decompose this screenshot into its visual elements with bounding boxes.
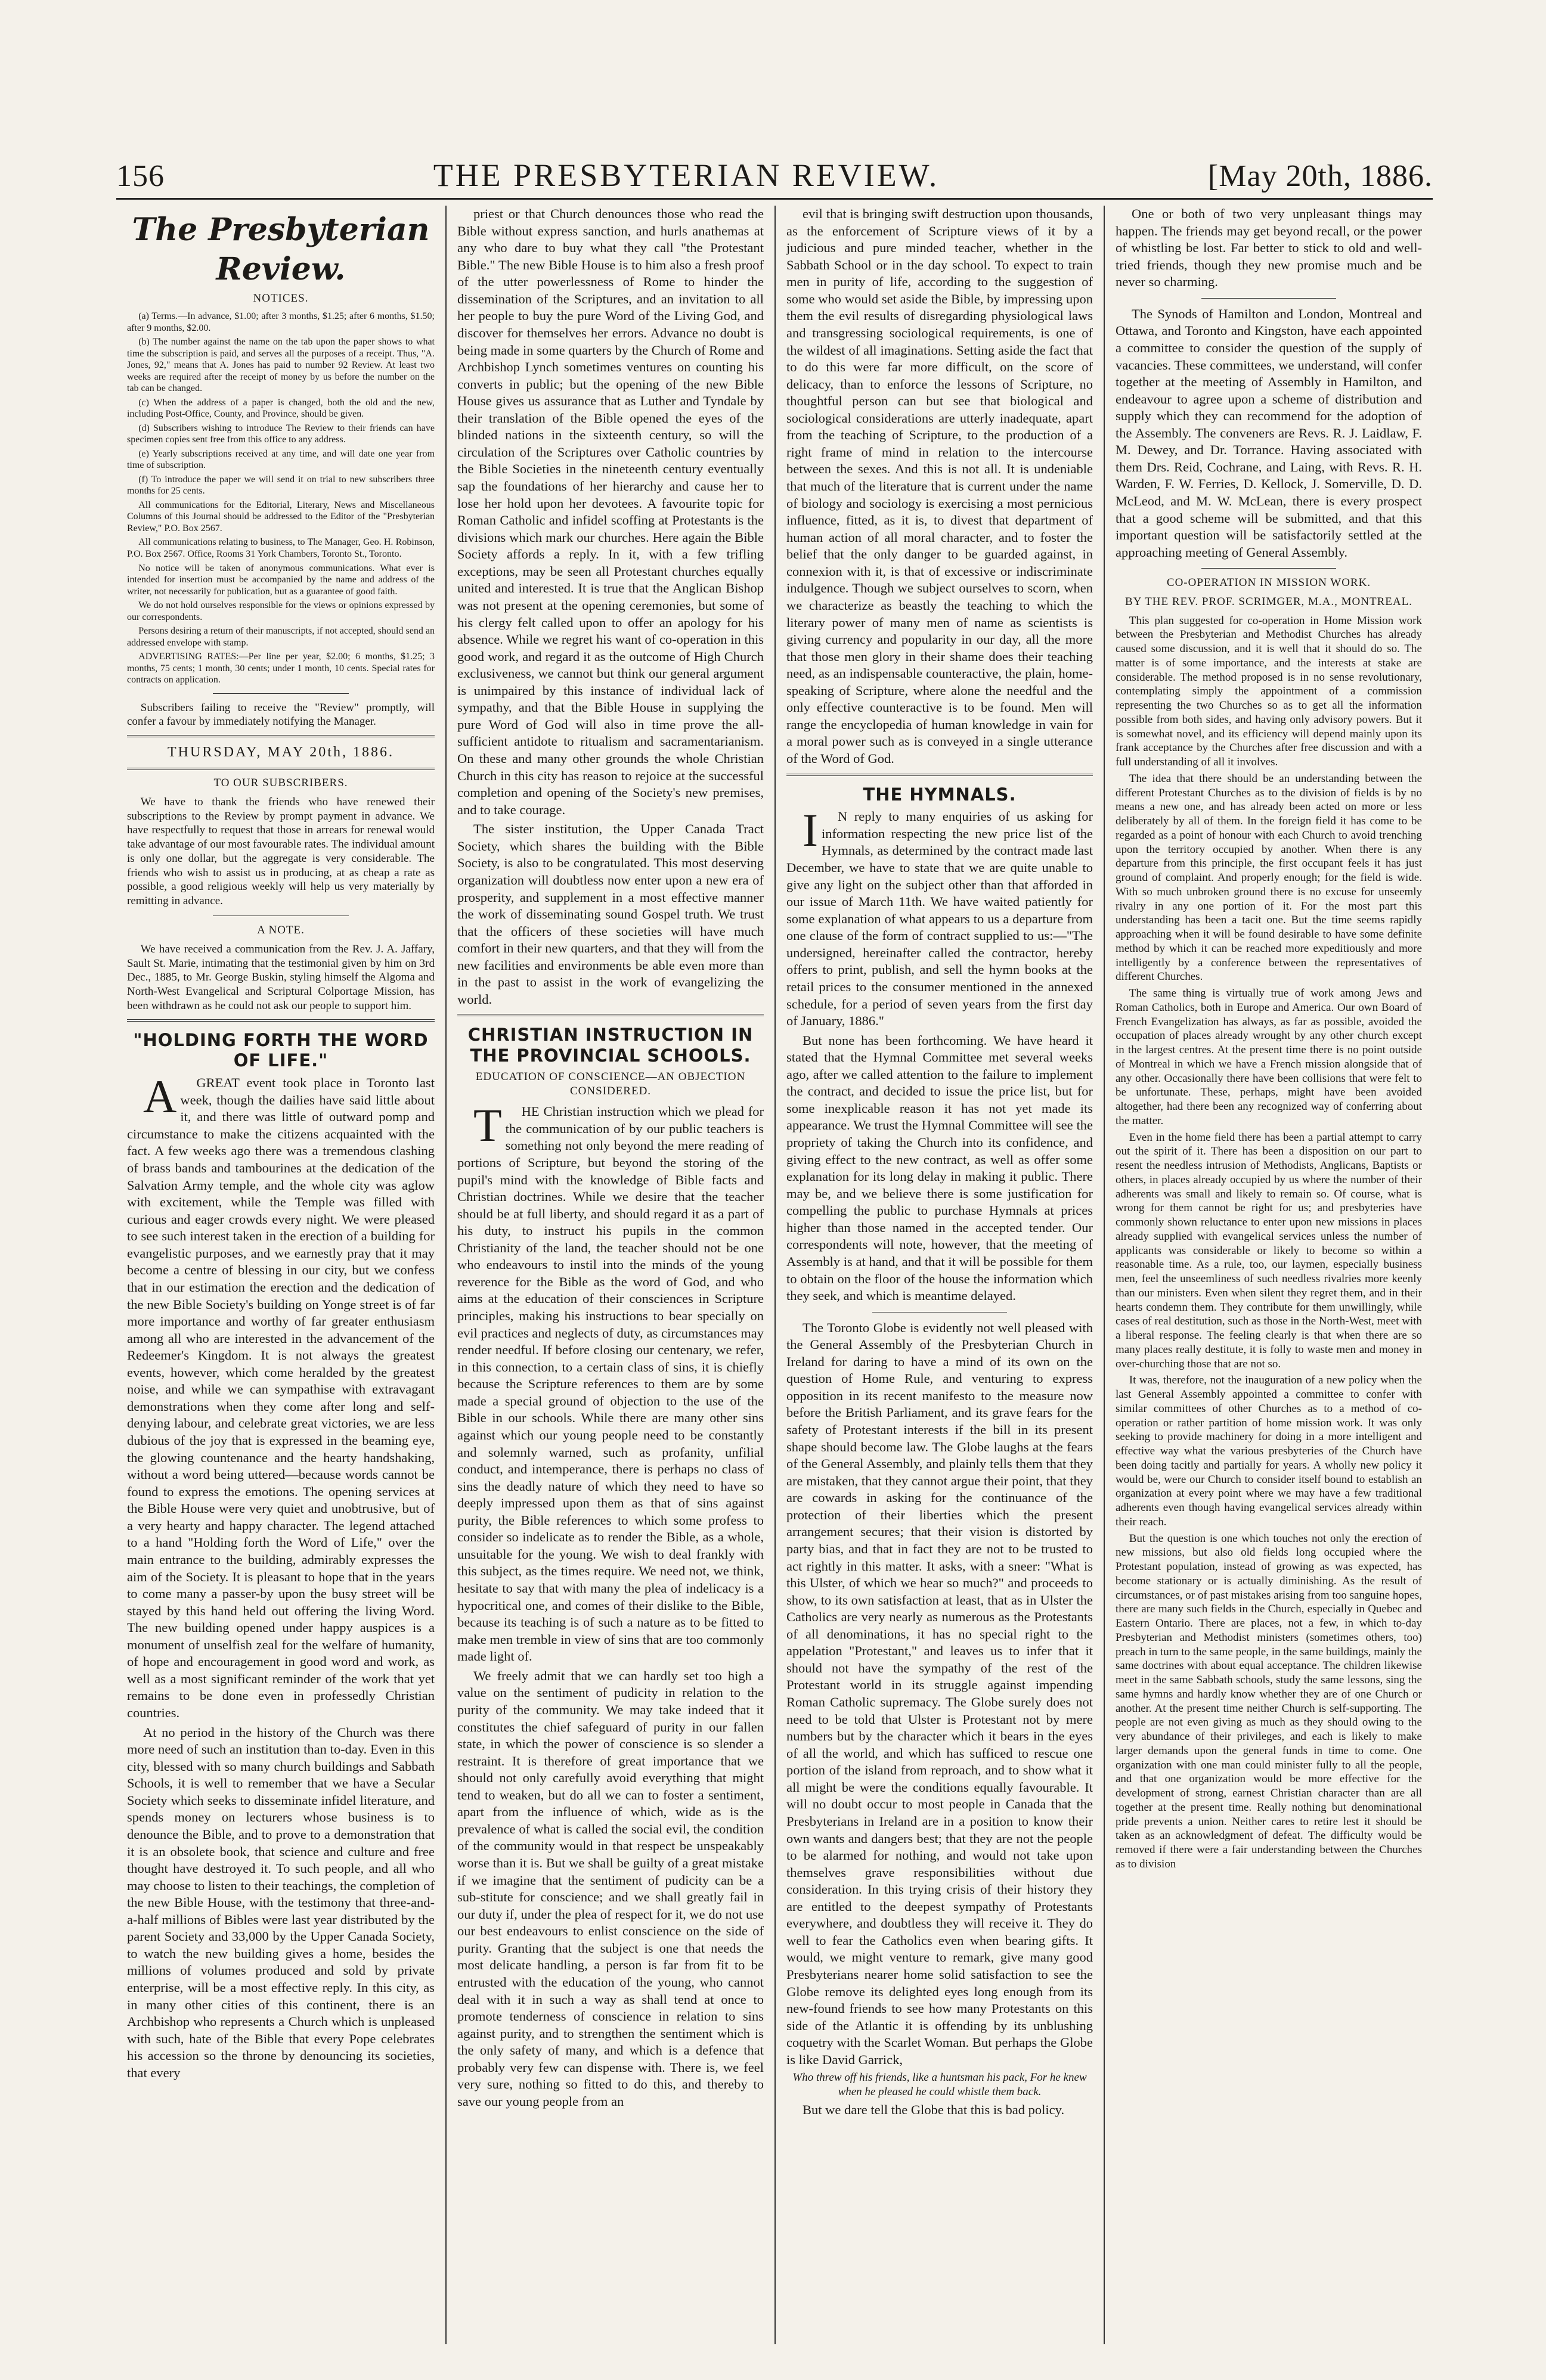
article-paragraph: But we dare tell the Globe that this is bad policy. (803, 2102, 1065, 2117)
separator (1201, 568, 1336, 569)
article-paragraph: priest or that Church denounces those who read the Bible without express sanction, and hurls anathemas at any who dare to buy what they call "the Protestant Bible." The new Bible House is to him also a fresh proof of the utter powerlessness of Rome to hinder the dissemination of the Scriptures, and an invitation to all her people to buy the pure Word of the Living God, and discover for themselves her errors. Advance no doubt is being made in some quarters by the Church of Rome and Archbishop Lynch sometimes ventures on counting his converts in public; but the opening of the new Bible House gives us assurance that as Luther and Tyndale by their translation of the Bible opened the eyes of the blinded nations in the sixteenth century, so will the circulation of the Scriptures over Catholic countries by the Bible Societies in the nineteenth century eventually sap the foundations of her hierarchy and cause her to lose her hold upon her devotees. A favourite topic for Roman Catholic and infidel scoffing at Protestants is the divisions which mark our churches. Here again the Bible Society affords a reply. In it, with a few trifling exceptions, may be seen all Protestant churches equally united and interested. It is true that the Anglican Bishop was not present at the opening ceremonies, but some of his clergy felt called upon to offer an apology for his absence. While we regret his want of co-operation in this good work, and regard it as the outcome of High Church exclusiveness, we cannot but think our general argument is unimpaired by this instance of individual lack of sympathy, and that the Bible House in supplying the pure Word of God will also in time prove the all-sufficient antidote to ritualism and sacramentarianism. On these and many other grounds the whole Christian Church in this city has reason to rejoice at the successful completion and opening of the Society's new premises, and to take courage. (457, 206, 764, 817)
correspondence-note: No notice will be taken of anonymous communications. What ever is intended for insertion must be accompanied by the name and address of the writer, not necessarily for publication, but as a guarantee of good faith. (127, 563, 435, 597)
article-paragraph: THE Christian instruction which we plead for the communication of by our public teachers is something not only beyond the mere reading of portions of Scripture, but beyond the storing of the pupil's mind with the knowledge of Bible facts and Christian doctrines. While we desire that the teacher should be at full liberty, and should regard it as a part of his duty, to instruct his pupils in the common Christianity of the land, the teacher should not be one who endeavours to instil into the minds of the young reverence for the Bible as the word of God, and who aims at the education of their consciences in Scripture principles, making his instructions to bear specially on evil practices and neglects of duty, as circumstances may render needful. If before closing our centenary, we refer, in this connection, to a certain class of sins, it is chiefly because the Scripture references to them are by some made a special ground of objection to the use of the Bible in our schools. While there are many other sins against which our young people need to be constantly and solemnly warned, such as profanity, unfilial conduct, and intemperance, there is perhaps no class of sins the deadly nature of which they need to have so deeply impressed upon them as that of sins against purity, the Bible references to which some profess to consider so indelicate as to render the Bible, as a whole, unsuitable for the young. We wish to deal frankly with this subject, as the times require. We need not, we think, hesitate to say that with many the plea of indelicacy is a hypocritical one, and comes of their dislike to the Bible, because its teaching is of such a nature as to be fitted to make men tremble in view of sins that are too commonly made light of. (457, 1099, 764, 1664)
double-rule (127, 735, 435, 737)
article-paragraph: IN reply to many enquiries of us asking for information respecting the new price list of the Hymnals, as determined by the contract made last December, we have to state that we are quite unable to give any light on the subject other than that afforded in our issue of March 11th. We have waited patiently for some explanation of what appears to us a departure from one clause of the form of contract supplied to us:—"The undersigned, hereinafter called the contractor, hereby offers to print, publish, and sell the hymn books at the retail prices to the consumer mentioned in the annexed schedule, for a period of seven years from the first day of January, 1886." (786, 804, 1093, 1029)
article-paragraph: The same thing is virtually true of work among Jews and Roman Catholics, both in Europe and America. Our own Board of French Evangelization has always, as far as possible, avoided the occupation of places already wrought by any other church except in the largest centres. At the present time there is no point outside of Montreal in which we have a French mission alongside that of any other. Occasionally there have been collisions that were felt to be unfortunate. These, perhaps, might have been avoided altogether, had there been any recognized way of conferring about the matter. (1116, 987, 1422, 1127)
article-heading-co-operation: CO-OPERATION IN MISSION WORK. (1166, 576, 1371, 589)
notice-item: (b) The number against the name on the tab upon the paper shows to what time the subscription is paid, and serves all the purposes of a receipt. Thus, "A. Jones, 92," means that A. Jones has paid to number 92 Review. At least two weeks are required after the receipt of money by us before the number on the tab can be changed. (127, 337, 435, 394)
manager-note (127, 701, 435, 730)
column-1 (116, 206, 445, 2344)
page-number: 156 (116, 159, 165, 193)
note-paragraph: We have received a communication from the Rev. J. A. Jaffary, Sault St. Marie, intimating that the testimonial given by him on 3rd Dec., 1885, to Mr. George Buskin, styling himself the Algoma and North-West Evangelical and Scriptural Colportage Mission, has been withdrawn as he could not ask our people to support him. (127, 942, 435, 1012)
article-paragraph: At no period in the history of the Church was there more need of such an institution than to-day. Even in this city, blessed with so many church buildings and Sabbath Schools, it is well to remember that we have a Secular Society which seeks to disseminate infidel literature, and spends money on lecturers whose business is to denounce the Bible, and to prove to a demonstration that it is an obsolete book, that science and culture and free thought have destroyed it. To such people, and all who may choose to listen to their teachings, the completion of the new Bible House, with the testimony that three-and-a-half millions of Bibles were last year distributed by the parent Society and 33,000 by the Upper Canada Society, to watch the new building gives a home, besides the millions of volumes produced and sold by private enterprise, will be a most effective reply. In this city, as in many other cities of this continent, there is an Archbishop who represents a Church which is unpleased with such, hate of the Bible that every Pope celebrates his accession so the throne by denouncing its societies, that every (127, 1724, 435, 2080)
notice-item: (d) Subscribers wishing to introduce The Review to their friends can have specimen copies sent free from this office to any address. (127, 423, 435, 445)
notice-item: (f) To introduce the paper we will send it on trial to new subscribers three months for 25 cents. (127, 474, 435, 497)
correspondence-note: All communications for the Editorial, Literary, News and Miscellaneous Columns of this Journal should be addressed to the Editor of the "Presbyterian Review," P.O. Box 2567. (127, 499, 435, 533)
double-rule (786, 774, 1093, 776)
notice-item: (c) When the address of a paper is changed, both the old and the new, including Post-Office, County, and Province, should be given. (127, 397, 435, 420)
column-2 (445, 206, 774, 2344)
article-paragraph: Even in the home field there has been a partial attempt to carry out the spirit of it. There has been a disposition on our part to resent the needless intrusion of Methodists, Anglicans, Baptists or others, in places already occupied by us where the number of their adherents was small and likely to remain so. Of course, what is wrong for them cannot be right for us; and presbyteries have commonly shown reluctance to enter upon new missions in places already supplied with evangelical services unless the number of applicants was considerable or likely to become so within a reasonable time. As a rule, too, our laymen, especially business men, feel the unseemliness of such needless rivalries more keenly than our ministers. Even when silent they regret them, and in their hearts condemn them. They contribute for them unwillingly, while cases of real destitution, such as those in the North-West, meet with a liberal response. The feeling clearly is that when there are so many places really destitute, it is folly to waste men and money in over-churching those that are not so. (1116, 1131, 1422, 1370)
note-text (127, 942, 435, 1013)
correspondence-note: Persons desiring a return of their manuscripts, if not accepted, should send an addressed envelope with stamp. (127, 626, 435, 648)
note-heading: A NOTE. (257, 923, 305, 936)
journal-title: THE PRESBYTERIAN REVIEW. (433, 157, 940, 193)
article-paragraph: We freely admit that we can hardly set too high a value on the sentiment of pudicity in relation to the purity of the community. We may take indeed that it constitutes the chief safeguard of purity in our fallen state, in which the power of conscience is so slender a restraint. It is therefore of great importance that we should not only carefully avoid everything that might tend to weaken, but do all we can to foster a sentiment, apart from the influence of which, wide as is the prevalence of what is called the social evil, the condition of the community would in that respect be unspeakably worse than it is. But we shall be guilty of a great mistake if we imagine that the sentiment of pudicity can be a sub-stitute for conscience; and we shall greatly fail in our duty if, under the plea of respect for it, we do not use our best endeavours to enlist conscience on the side of purity. Granting that the subject is one that needs the most delicate handling, a person is far from fit to be entrusted with the education of the young, who cannot deal with it in such a way as shall tend at once to promote tenderness of conscience in relation to sins against purity, and to strengthen the sentiment which is the only safety of many, and which is a defence that probably very few can dispense with. There is, we feel very sure, nothing so fitted to do this, and thereby to save our young people from an (457, 1668, 764, 2109)
article-paragraph: But the question is one which touches not only the erection of new missions, but also old fields long occupied where the Protestant population, instead of growing as was expected, has become stationary or is actually diminishing. As the result of circumstances, or of past mistakes arising from too sanguine hopes, there are many such fields in the Church, especially in Quebec and Eastern Ontario. There are places, not a few, in which to-day Presbyterian and Methodist ministers (sometimes others, too) preach in turn to the same people, in the same buildings, mainly the same doctrines with about equal acceptance. The children likewise meet in the same Sabbath schools, study the same lessons, sing the same hymns and hardly know whether they are of one Church or another. At the present time neither Church is self-supporting. The people are not even giving as much as they should owing to the very abundance of their privileges, and each is likely to make larger demands upon the general funds in time to come. One organization with one man could minister fully to all the people, and that one organization would be more effective for the development of strong, earnest Christian character than are all together at the present time. Really nothing but denominational pride prevents a union. Neither cares to retire lest it should be taken as an acknowledgment of defeat. The difficulty would be removed if there were a fair understanding between the Churches as to division (1116, 1532, 1422, 1870)
manager-note-text: Subscribers failing to receive the "Review" promptly, will confer a favour by immediately notifying the Manager. (127, 701, 435, 728)
article-paragraph: But none has been forthcoming. We have heard it stated that the Hymnal Committee met several weeks ago, after we called attention to the failure to implement the contract, and decided to issue the price list, but for some inexplicable reason it has not yet made its appearance. We trust the Hymnal Committee will see the propriety of taking the Church into its confidence, and giving effect to the new contract, as well as offer some explanation for its long delay in making it public. There may be, and we believe there is some justification for compelling the public to purchase Hymnals at prices higher than those named in the accepted tender. Our correspondents will note, however, that the meeting of Assembly is at hand, and that it will be possible for them to obtain on the floor of the house the information which they seek, and which is meantime delayed. (786, 1032, 1093, 1304)
article-heading-holding-forth: "HOLDING FORTH THE WORD OF LIFE." (133, 1029, 429, 1071)
article-paragraph: The idea that there should be an understanding between the different Protestant Churches as to the division of fields is by no means a new one, and has already been acted on more or less deliberately by all of them. In the foreign field it has come to be regarded as a point of honour with each Church to avoid trenching upon the territory occupied by another. When there is any departure from this principle, the first occupant feels it has just ground of complaint. And properly enough; for the field is wide. With so much unbroken ground there is no excuse for unseemly rivalry in any one portion of it. For the most part this understanding has been a tacit one. But the time seems rapidly approaching when it will be found desirable to have some definite method by which it can be reached more expeditiously and more intelligently by a conference between the representatives of different Churches. (1116, 772, 1422, 983)
date-line: THURSDAY, MAY 20th, 1886. (168, 744, 394, 761)
header-rule (116, 198, 1433, 200)
correspondence-notes (127, 499, 435, 648)
notices-list (127, 311, 435, 497)
notice-item: (e) Yearly subscriptions received at any time, and will date one year from time of subscription. (127, 448, 435, 471)
article-paragraph: The sister institution, the Upper Canada Tract Society, which shares the building with the Bible Society, is also to be congratulated. This most deserving organization will doubtless now enter upon a new era of prosperity, and supplement in a most effective manner the work of disseminating sound Gospel truth. We trust that the officers of these societies will have much comfort in their new quarters, and that they will from the new facilities and environments be able even more than in the past to assist in the work of evangelizing the world. (457, 821, 764, 1007)
notices-heading: NOTICES. (253, 292, 309, 305)
subscribers-text (127, 795, 435, 908)
article-paragraph: AGREAT event took place in Toronto last week, though the dailies have said little about it, and there was little of outward pomp and circumstance to make the citizens acquainted with the fact. A few weeks ago there was a tremendous clashing of brass bands and tambourines at the dedication of the Salvation Army temple, and the whole city was aglow with excitement, while the Temple was filled with curious and eager crowds every night. We were pleased to see such interest taken in the erection of a building for evangelistic purposes, and we earnestly pray that it may become a centre of blessing in our city, but we confess that in our estimation the erection and the dedication of the new Bible Society's building on Yonge street is of far more importance and worthy of far greater enthusiasm among all who are interested in the advancement of the Redeemer's Kingdom. It is not always the greatest events, however, which come heralded by the greatest noise, and while we can sympathise with extravagant demonstrations when they come after long and self-denying labour, and celebrate great victories, we are less dubious of the joy that is expressed in the beaming eye, the glowing countenance and the hearty handshaking, without a word being uttered—because words cannot be found to express the emotions. The opening services at the Bible House were very quiet and unobtrusive, but of a very hearty and happy character. The legend attached to a hand "Holding forth the Word of Life," over the main entrance to the building, admirably expresses the aim of the Society. It is pleasant to hope that in the years to come many a passer-by upon the busy street will be stayed by this hand held out offering the living Word. The new building opened under happy auspices is a monument of unselfish zeal for the welfare of humanity, of hope and encouragement in good word and work, as well as a most significant reminder of the work that yet remains to be done even in professedly Christian countries. (127, 1070, 435, 1721)
masthead: The Presbyterian Review. (132, 212, 430, 288)
issue-date: [May 20th, 1886. (1207, 159, 1433, 193)
article-paragraph: The Synods of Hamilton and London, Montreal and Ottawa, and Toronto and Kingston, have each appointed a committee to consider the question of the supply of vacancies. These committees, we understand, will confer together at the meeting of Assembly in Hamilton, and endeavour to agree upon a scheme of distribution and supply which they can recommend for the adoption of the Assembly. The conveners are Revs. R. J. Laidlaw, F. M. Dewey, and Dr. Torrance. Having associated with them Drs. Reid, Cochrane, and Laing, with Revs. R. H. Warden, F. W. Ferries, D. Kellock, J. Somerville, D. D. McLeod, and M. W. McLean, there is every prospect that a good scheme will be submitted, and that this important question will be satisfactorily settled at the approaching meeting of General Assembly. (1116, 306, 1422, 560)
double-rule (127, 1019, 435, 1022)
columns (116, 206, 1433, 2344)
article-subheading: EDUCATION OF CONSCIENCE—AN OBJECTION CONSIDERED. (475, 1070, 746, 1098)
subscribers-paragraph: We have to thank the friends who have renewed their subscriptions to the Review by prompt payment in advance. We have respectfully to request that those in arrears for renewal would take advantage of our most favourable rates. The individual amount is only one dollar, but the aggregate is very considerable. The friends who wish to assist us in producing, at as cheap a rate as possible, a good religious weekly will help us very materially by remitting in advance. (127, 795, 435, 907)
article-paragraph: It was, therefore, not the inauguration of a new policy when the last General Assembly appointed a committee to confer with similar committees of other Churches as to a method of co-operation or rather partition of home mission work. It was only seeking to provide machinery for doing in a more intelligent and effective way what the various presbyteries of the Church have been doing tacitly and partially for years. A wholly new policy it would be, were our Church to consider itself bound to establish an organization at every point where we may have a few traditional adherents even though having evangelical services already within their reach. (1116, 1374, 1422, 1528)
separator (1201, 298, 1336, 299)
notice-item: (a) Terms.—In advance, $1.00; after 3 months, $1.25; after 6 months, $1.50; after 9 months, $2.00. (127, 311, 435, 333)
article-heading-hymnals: THE HYMNALS. (863, 784, 1017, 805)
running-head (116, 152, 1433, 194)
article-paragraph: evil that is bringing swift destruction upon thousands, as the enforcement of Scripture views of it by a judicious and pure minded teacher, whether in the Sabbath School or in the day school. To expect to train men in purity of life, according to the suggestion of some who would set aside the Bible, by impressing upon them the evil results of disregarding physiological laws and transgressing sociological requirements, is one of the wildest of all imaginations. Setting aside the fact that to do this were far more difficult, on the score of delicacy, than to enforce the lessons of Scripture, no thoughtful person can but see that biological and sociological considerations are utterly inadequate, apart from the teaching of Scripture, to the production of a right frame of mind in relation to the intercourse between the sexes. And this is not all. It is undeniable that much of the literature that is current under the name of biology and sociology is exercising a most pernicious influence, fitted, as it is, to divest that department of human action of all moral character, and to foster the belief that the only danger to be guarded against, in connexion with it, is that of excessive or indiscriminate indulgence. Though we subject ourselves to scorn, when we characterize as beastly the teaching to which the literary power of many men of name as scientists is giving currency and popularity in our day, all the more that those men glory in their shame does their teaching need, as an indispensable counteractive, the plain, home-speaking of Scripture, where alone the needful and the only effective counteractive is to be found. Men will range the encyclopedia of human knowledge in vain for a moral power such as is conveyed in a single utterance of the Word of God. (786, 206, 1093, 766)
advertising-rates (127, 651, 435, 686)
double-rule (457, 1014, 764, 1016)
co-operation-article (1116, 614, 1422, 1872)
article-byline: BY THE REV. PROF. SCRIMGER, M.A., MONTREAL. (1125, 595, 1412, 609)
correspondence-note: We do not hold ourselves responsible for the views or opinions expressed by our correspondents. (127, 600, 435, 622)
column-3 (774, 206, 1104, 2344)
article-heading-christian-instruction: CHRISTIAN INSTRUCTION IN THE PROVINCIAL SCHOOLS. (467, 1025, 754, 1066)
article-paragraph: This plan suggested for co-operation in Home Mission work between the Presbyterian and Methodist Churches has already caused some discussion, and it is well that it should do so. The matter is of some importance, and the interests at stake are considerable. The method proposed is in no sense revolutionary, contemplating simply the appointment of a commission representing the two Churches so as to get all the information possible from both sides, and having only advisory powers. But it is somewhat novel, and its efficiency will depend mainly upon its frank acceptance by the Churches after free discussion and with a full understanding of all it involves. (1116, 614, 1422, 769)
correspondence-note: All communications relating to business, to The Manager, Geo. H. Robinson, P.O. Box 2567. Office, Rooms 31 York Chambers, Toronto St., Toronto. (127, 537, 435, 559)
separator (213, 693, 348, 694)
article-paragraph: One or both of two very unpleasant things may happen. The friends may get beyond recall, or the power of whistling be lost. Far better to stick to old and well-tried friends, though they new promise much and be never so charming. (1116, 206, 1422, 290)
verse-quote: Who threw off his friends, like a huntsman his pack, For he knew when he pleased he could whistle them back. (792, 2071, 1087, 2099)
advertising-text: ADVERTISING RATES:—Per line per year, $2.00; 6 months, $1.25; 3 months, 75 cents; 1 month, 30 cents; under 1 month, 10 cents. Special rates for contracts on application. (127, 651, 435, 685)
subscribers-heading: TO OUR SUBSCRIBERS. (213, 776, 348, 789)
column-4 (1104, 206, 1433, 2344)
double-rule (127, 768, 435, 770)
article-paragraph: The Toronto Globe is evidently not well pleased with the General Assembly of the Presbyterian Church in Ireland for daring to have a mind of its own on the question of Home Rule, and venturing to express opposition in its recent manifesto to the measure now before the British Parliament, and its grave fears for the safety of Protestant interests if the bill in its present shape should become law. The Globe laughs at the fears of the General Assembly, and plainly tells them that they are mistaken, that they cannot argue their point, that they are cowards in asking for the continuance of the protection of their liberties which the present arrangement secures; that their vision is distorted by party bias, and that in fact they are not to be trusted to act rightly in this matter. It asks, with a sneer: "What is this Ulster, of which we hear so much?" and proceeds to show, to its own satisfaction at least, that as in Ulster the Catholics are very nearly as numerous as the Protestants of all denominations, it has no special right to the appelation "Protestant," and leaves us to infer that it should not have the sympathy of the rest of the Protestant world in its struggle against impending Roman Catholic supremacy. The Globe surely does not need to be told that Ulster is Protestant not by mere numbers but by the character which it bears in the eyes of all the world, and which has sufficed to rescue one portion of the island from reproach, and to show what it all might be were the conditions equally favourable. It will no doubt occur to most people in Canada that the Presbyterians in Ireland are in a position to know their own wants and dangers best; that they are not the people to be alarmed for nothing, and would not take upon themselves grave responsibilities without due consideration. In this trying crisis of their history they are entitled to the deepest sympathy of Protestants everywhere, and doubtless they will receive it. They do well to fear the Catholics even when bearing gifts. It would, we might venture to remark, give many good Presbyterians nearer home solid satisfaction to see the Globe remove its delighted eyes long enough from its new-found friends to see how many Protestants on this side of the Atlantic it is offending by its unblushing coquetry with the Scarlet Woman. But perhaps the Globe is like David Garrick, (786, 1320, 1093, 2067)
